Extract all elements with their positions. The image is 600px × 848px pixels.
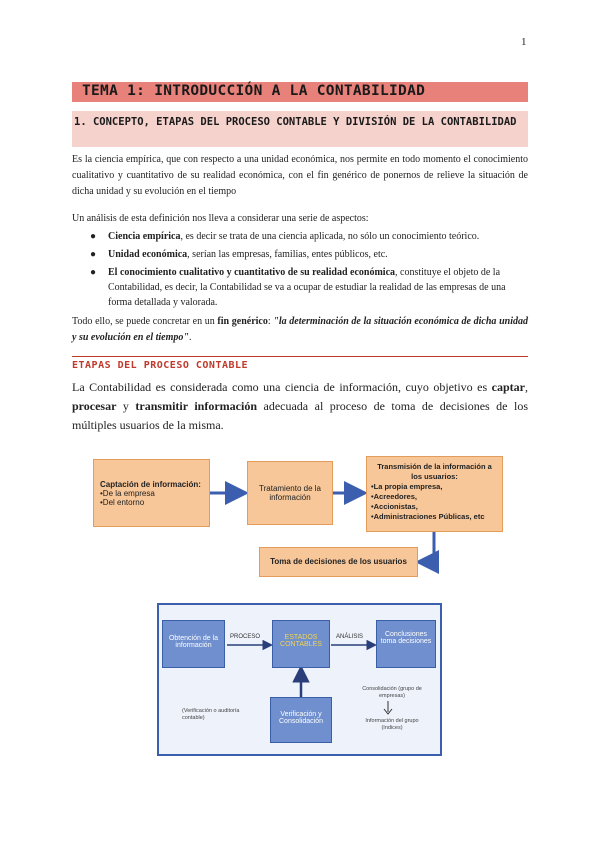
processing-label: Tratamiento de la información [259,484,321,502]
transmission-item: •Accionistas, [371,502,418,511]
stages-term: transmitir información [135,399,258,413]
section-title: 1. CONCEPTO, ETAPAS DEL PROCESO CONTABLE Y DIVISIÓN DE LA CONTABILIDAD [74,116,517,128]
conclusion-colon: : [267,316,274,327]
chapter-title: TEMA 1: INTRODUCCIÓN A LA CONTABILIDAD [82,83,426,99]
subsection-title: ETAPAS DEL PROCESO CONTABLE [72,360,249,371]
conclusion-prefix: Todo ello, se puede concretar en un [72,316,218,327]
obtain-info-label: Obtención de la información [168,635,219,649]
capture-info-title: Captación de información: [100,480,201,489]
bullet-dot: ● [90,267,97,278]
bullet-term: Ciencia empírica [108,231,181,242]
analysis-label: ANÁLISIS [336,634,364,640]
stages-text: adecuada al proceso de toma de decisiones de los múltiples usuarios de la misma. [72,399,528,432]
verification-label: Verificación y Consolidación [279,711,323,725]
conclusion-quote: "la determinación de la situación económica de dicha unidad y su evolución en el tiempo" [72,316,528,343]
capture-info-item: •Del entorno [100,498,145,507]
conclusions-box [376,620,436,668]
stages-text: y [116,399,136,413]
conclusions-label: Conclusiones toma decisiones [380,631,432,645]
accounting-states-label: ESTADOS CONTABLES [280,634,322,648]
conclusion-term: fin genérico [217,316,268,327]
stages-term: captar [491,380,525,394]
analysis-intro: Un análisis de esta definición nos lleva a considerar una serie de aspectos: [72,213,369,224]
stages-term: procesar [72,399,117,413]
transmission-title: Transmisión de la información a los usuarios: [377,462,492,481]
obtain-info-box [162,620,225,668]
transmission-item: •La propia empresa, [371,482,443,491]
stages-text: , [525,380,528,394]
definition-paragraph: Es la ciencia empírica, que con respecto a una unidad económica, nos permite en todo momento el conocimiento cualitativo y cuantitativo de su realidad económica, con el fin genérico de ponernos de relieve la situación de dicha unidad y su evolución en el tiempo [72,154,528,197]
bullet-dot: ● [90,249,97,260]
process-label: PROCESO [230,634,261,640]
accounting-states-box [272,620,330,668]
capture-info-item: •De la empresa [100,489,155,498]
conclusion-end: . [188,332,192,343]
page-number: 1 [521,36,527,48]
consolidation-note: Consolidación (grupo de empresas) [362,686,422,699]
transmission-item: •Administraciones Públicas, etc [371,512,485,521]
bullet-text: , constituye el objeto de la Contabilidad, es decir, la Contabilidad se va a ocupar de estudiar la realidad de las empresas de una forma detallada y valorada. [108,267,506,308]
stages-text: La Contabilidad es considerada como una ciencia de información, cuyo objetivo es [72,380,492,394]
verification-box [270,697,332,743]
group-info-note: Información del grupo (índices) [365,718,419,731]
bullet-term: El conocimiento cualitativo y cuantitativo de su realidad económica [108,267,396,278]
decision-label: Toma de decisiones de los usuarios [270,557,407,566]
audit-note: (Verificación o auditoría contable) [182,708,240,721]
transmission-item: •Acreedores, [371,492,417,501]
bullet-term: Unidad económica [108,249,188,260]
bullet-text: , es decir se trata de una ciencia aplicada, no sólo un conocimiento teórico. [180,231,480,242]
bullet-dot: ● [90,231,97,242]
bullet-text: , serían las empresas, familias, entes públicos, etc. [187,249,388,260]
